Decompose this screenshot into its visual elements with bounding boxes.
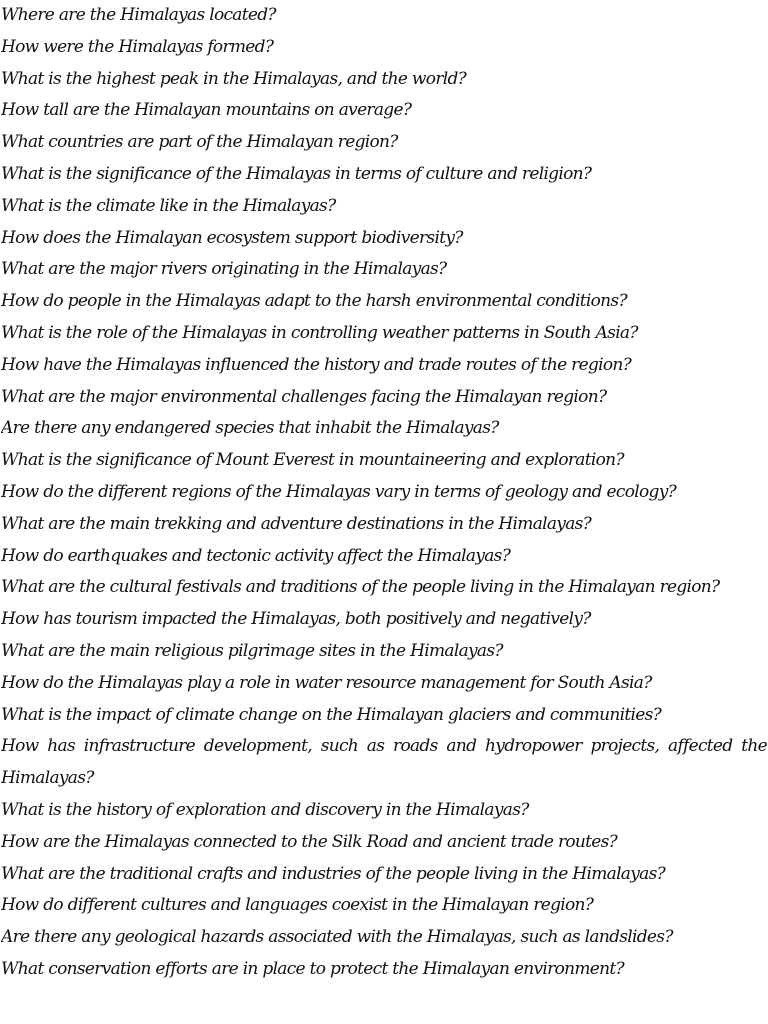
question-item: Are there any endangered species that inhabit the Himalayas?	[1, 418, 499, 439]
question-item: What is the climate like in the Himalayas?	[1, 195, 336, 216]
question-item: What are the traditional crafts and industries of the people living in the Himalayas?	[1, 863, 666, 884]
question-item: How do the Himalayas play a role in water resource management for South Asia?	[1, 672, 652, 693]
question-item: How were the Himalayas formed?	[1, 36, 274, 57]
question-item: What conservation efforts are in place to protect the Himalayan environment?	[1, 958, 624, 979]
question-item: What are the main religious pilgrimage sites in the Himalayas?	[1, 640, 503, 661]
question-item: How do earthquakes and tectonic activity affect the Himalayas?	[1, 545, 511, 566]
question-item: How are the Himalayas connected to the Silk Road and ancient trade routes?	[1, 831, 618, 852]
question-item: What is the highest peak in the Himalayas, and the world?	[1, 68, 467, 89]
question-item: How do people in the Himalayas adapt to the harsh environmental conditions?	[1, 291, 627, 312]
question-item: How has tourism impacted the Himalayas, both positively and negatively?	[1, 609, 591, 630]
question-item: What are the cultural festivals and traditions of the people living in the Himalayan region?	[1, 577, 720, 598]
question-list	[1, 0, 767, 986]
question-item: How does the Himalayan ecosystem support biodiversity?	[1, 227, 463, 248]
question-item: How tall are the Himalayan mountains on average?	[1, 100, 412, 121]
question-item: How do the different regions of the Himalayas vary in terms of geology and ecology?	[1, 481, 677, 502]
question-item: Are there any geological hazards associated with the Himalayas, such as landslides?	[1, 927, 673, 948]
question-item: What is the significance of the Himalayas in terms of culture and religion?	[1, 163, 592, 184]
question-item: How have the Himalayas influenced the history and trade routes of the region?	[1, 354, 632, 375]
question-item: How do different cultures and languages coexist in the Himalayan region?	[1, 895, 594, 916]
question-item: What is the significance of Mount Everest in mountaineering and exploration?	[1, 450, 624, 471]
question-item: What are the major environmental challenges facing the Himalayan region?	[1, 386, 607, 407]
question-item: Where are the Himalayas located?	[1, 5, 276, 25]
question-item: What is the history of exploration and discovery in the Himalayas?	[1, 799, 529, 820]
question-item: What are the main trekking and adventure destinations in the Himalayas?	[1, 513, 592, 534]
question-item: What is the impact of climate change on the Himalayan glaciers and communities?	[1, 704, 662, 725]
question-item: How has infrastructure development, such as roads and hydropower projects, affected the Himalayas?	[1, 736, 767, 789]
question-item: What are the major rivers originating in the Himalayas?	[1, 259, 447, 280]
question-item: What countries are part of the Himalayan region?	[1, 132, 398, 153]
question-item: What is the role of the Himalayas in controlling weather patterns in South Asia?	[1, 322, 638, 343]
